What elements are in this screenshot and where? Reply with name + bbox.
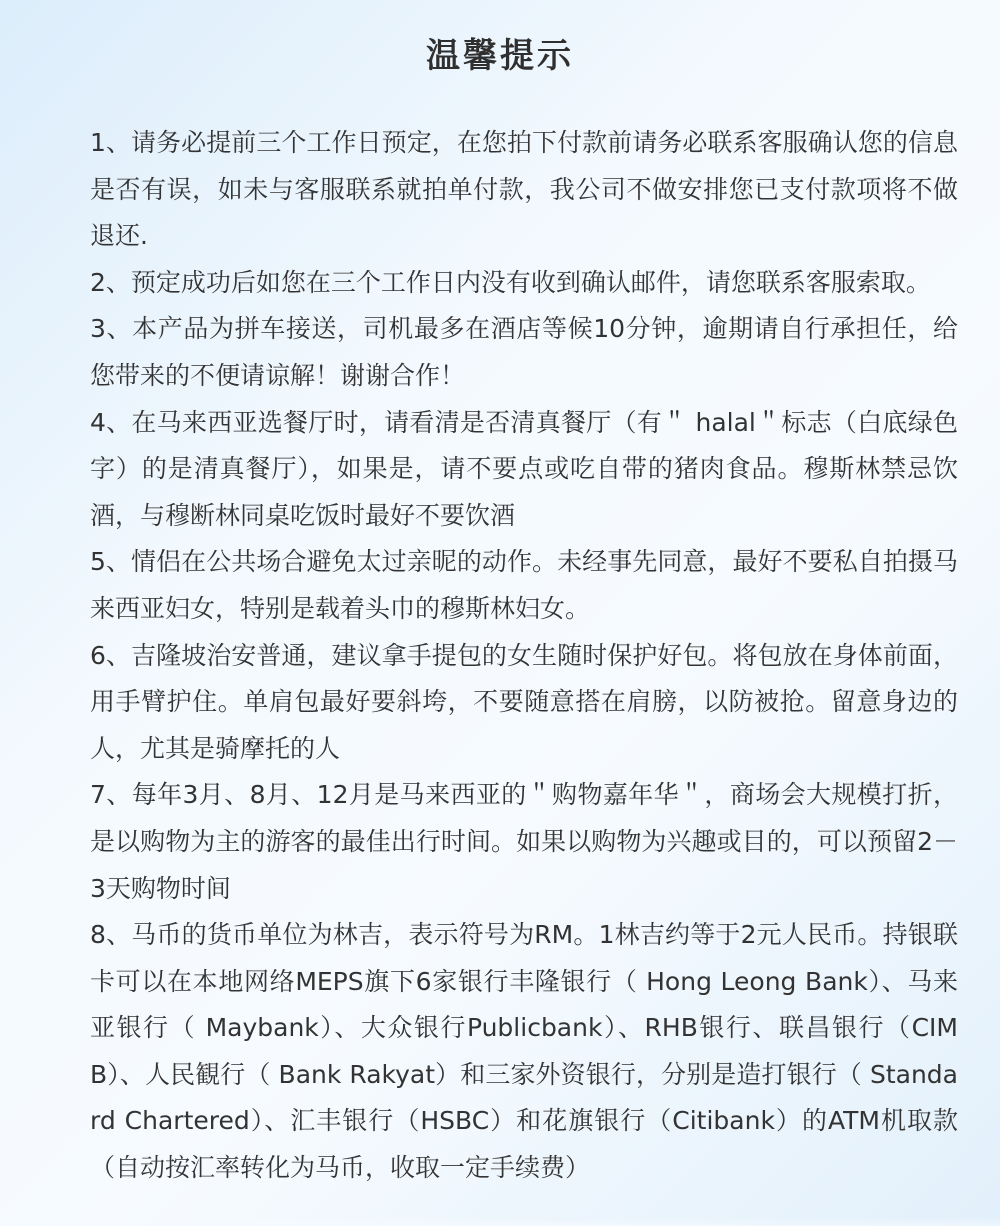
tips-list bbox=[90, 120, 958, 1192]
tip-item: 8、马币的货币单位为林吉，表示符号为RM。1林吉约等于2元人民币。持银联卡可以在本地网络MEPS旗下6家银行丰隆银行（ Hong Leong Bank）、马来亚银行（ Maybank）、大众银行Publicbank）、RHB银行、联昌银行（CIMB）、人民観行（ Bank Rakyat）和三家外资银行，分别是造打银行（ Standard Chartered）、汇丰银行（HSBC）和花旗银行（Citibank）的ATM机取款（自动按汇率转化为马币，收取一定手续费） bbox=[90, 920, 958, 1183]
tip-item: 1、请务必提前三个工作日预定，在您拍下付款前请务必联系客服确认您的信息是否有误，如未与客服联系就拍单付款，我公司不做安排您已支付款项将不做退还. bbox=[90, 128, 958, 251]
page-title: 温馨提示 bbox=[426, 36, 574, 76]
tip-item: 7、每年3月、8月、12月是马来西亚的＂购物嘉年华＂，商场会大规模打折，是以购物为主的游客的最佳出行时间。如果以购物为兴趣或目的，可以预留2－3天购物时间 bbox=[90, 780, 958, 903]
tip-item: 3、本产品为拼车接送，司机最多在酒店等候10分钟，逾期请自行承担任，给您带来的不便请谅解！谢谢合作！ bbox=[90, 314, 958, 390]
bottom-fade bbox=[0, 1218, 1000, 1226]
tip-item: 5、情侣在公共场合避免太过亲昵的动作。未经事先同意，最好不要私自拍摄马来西亚妇女，特别是载着头巾的穆斯林妇女。 bbox=[90, 547, 958, 623]
tip-item: 4、在马来西亚选餐厅时，请看清是否清真餐厅（有＂ halal＂标志（白底绿色字）的是清真餐厅），如果是，请不要点或吃自带的猪肉食品。穆斯林禁忌饮酒，与穆断林同桌吃饭时最好不要饮酒 bbox=[90, 407, 958, 530]
tip-item: 2、预定成功后如您在三个工作日内没有收到确认邮件，请您联系客服索取。 bbox=[90, 267, 931, 297]
tip-item: 6、吉隆坡治安普通，建议拿手提包的女生随时保护好包。将包放在身体前面，用手臂护住。单肩包最好要斜垮，不要随意搭在肩膀，以防被抢。留意身边的人，尤其是骑摩托的人 bbox=[90, 640, 958, 763]
